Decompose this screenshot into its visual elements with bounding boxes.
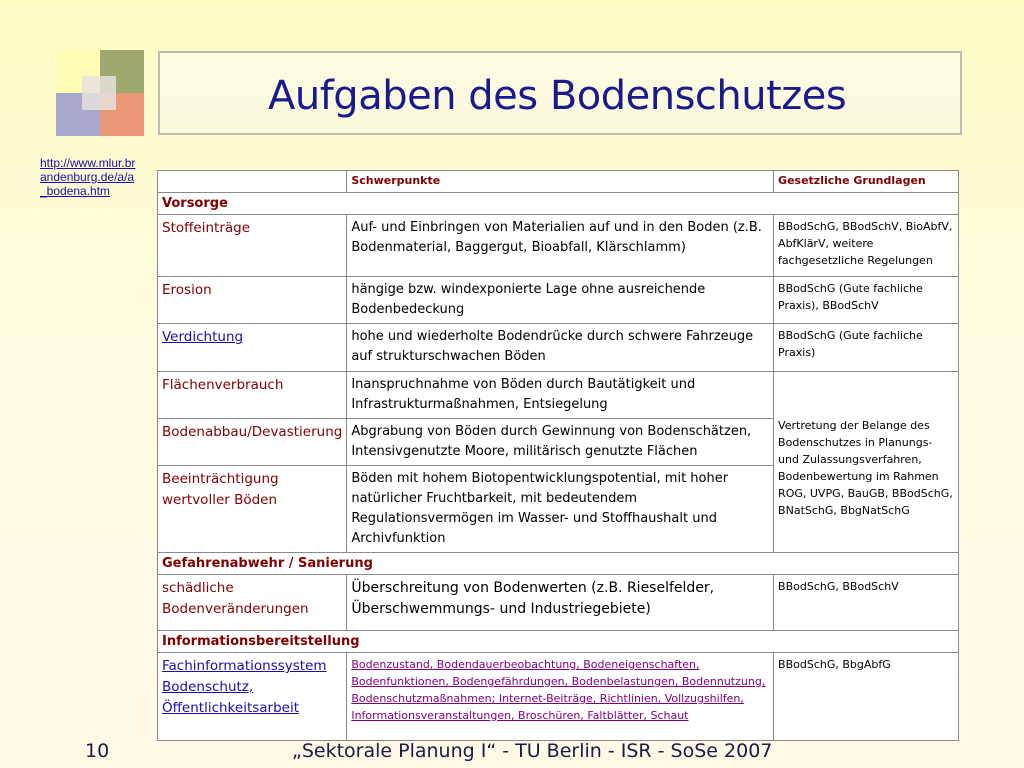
row-focus: hängige bzw. windexponierte Lage ohne ausreichende Bodenbedeckung <box>347 277 774 324</box>
row-focus: Abgrabung von Böden durch Gewinnung von Bodenschätzen, Intensivgenutzte Moore, militärisch genutzte Flächen <box>347 419 774 466</box>
header-legal: Gesetzliche Grundlagen <box>774 171 959 193</box>
row-legal: BBodSchG (Gute fachliche Praxis), BBodSchV <box>774 277 959 324</box>
row-legal: BBodSchG, BBodSchV <box>774 575 959 631</box>
section-label: Informationsbereitstellung <box>158 631 959 653</box>
verdichtung-link[interactable]: Verdichtung <box>158 324 347 372</box>
row-focus: Auf- und Einbringen von Materialien auf und in den Boden (z.B. Bodenmaterial, Baggergut, Bioabfall, Klärschlamm) <box>347 215 774 277</box>
row-focus: Inanspruchnahme von Böden durch Bautätigkeit und Infrastrukturmaßnahmen, Entsiegelung <box>347 372 774 419</box>
table-row <box>158 324 959 372</box>
fachinformationssystem-link[interactable]: Fachinformationssystem Bodenschutz, Öffentlichkeitsarbeit <box>158 653 347 741</box>
section-row-gefahrenabwehr <box>158 553 959 575</box>
info-topics-links[interactable]: Bodenzustand, Bodendauerbeobachtung, Bodeneigenschaften, Bodenfunktionen, Bodengefährdungen, Bodenbelastungen, Bodennutzung, Bodenschutzmaßnahmen; Internet-Beiträge, Richtlinien, Vollzugshilfen, Informationsveranstaltungen, Broschüren, Faltblätter, Schaut <box>347 653 774 741</box>
table-row <box>158 277 959 324</box>
section-row-information <box>158 631 959 653</box>
row-focus: Böden mit hohem Biotopentwicklungspotential, mit hoher natürlicher Fruchtbarkeit, mit bedeutendem Regulationsvermögen im Wasser- und Stoffhaushalt und Archivfunktion <box>347 466 774 553</box>
row-legal: BBodSchG, BBodSchV, BioAbfV, AbfKlärV, weitere fachgesetzliche Regelungen <box>774 215 959 277</box>
row-topic: Stoffeinträge <box>158 215 347 277</box>
row-topic: Beeinträchtigung wertvoller Böden <box>158 466 347 553</box>
row-focus: Überschreitung von Bodenwerten (z.B. Rieselfelder, Überschwemmungs- und Industriegebiete) <box>347 575 774 631</box>
logo-center-square <box>82 76 116 110</box>
table-row <box>158 653 959 741</box>
title-box <box>158 51 962 135</box>
footer-text: „Sektorale Planung I“ - TU Berlin - ISR - SoSe 2007 <box>292 740 773 762</box>
table-row <box>158 215 959 277</box>
table-row <box>158 575 959 631</box>
row-legal: BBodSchG, BbgAbfG <box>774 653 959 741</box>
header-focus: Schwerpunkte <box>347 171 774 193</box>
shared-legal-cell: Vertretung der Belange des Bodenschutzes in Planungs- und Zulassungsverfahren, Bodenbewertung im Rahmen ROG, UVPG, BauGB, BBodSchG, BNatSchG, BbgNatSchG <box>774 372 959 553</box>
table-header-row <box>158 171 959 193</box>
section-label: Vorsorge <box>158 193 959 215</box>
soil-protection-table <box>157 170 959 741</box>
row-topic: Erosion <box>158 277 347 324</box>
page-number: 10 <box>85 740 110 762</box>
section-label: Gefahrenabwehr / Sanierung <box>158 553 959 575</box>
row-legal: BBodSchG (Gute fachliche Praxis) <box>774 324 959 372</box>
row-topic: Bodenabbau/Devastierung <box>158 419 347 466</box>
source-link[interactable]: http://www.mlur.brandenburg.de/a/a_bodena.htm <box>40 156 136 198</box>
row-topic: Flächenverbrauch <box>158 372 347 419</box>
section-row-vorsorge <box>158 193 959 215</box>
header-topic <box>158 171 347 193</box>
slide-title: Aufgaben des Bodenschutzes <box>268 73 847 119</box>
slide-logo <box>56 50 144 136</box>
row-topic: schädliche Bodenveränderungen <box>158 575 347 631</box>
table-row <box>158 372 959 419</box>
row-focus: hohe und wiederholte Bodendrücke durch schwere Fahrzeuge auf strukturschwachen Böden <box>347 324 774 372</box>
